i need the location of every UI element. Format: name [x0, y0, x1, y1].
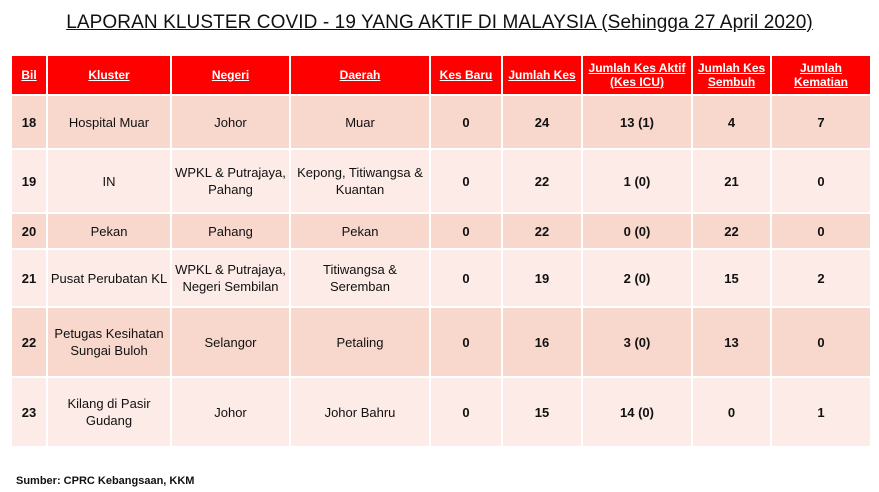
- header-negeri: Negeri: [171, 55, 290, 95]
- cluster-table: [10, 54, 872, 448]
- cell-kluster: Pekan: [47, 213, 171, 249]
- cell-jumlah-kes: 24: [502, 95, 582, 149]
- cell-jumlah-kematian: 0: [771, 213, 871, 249]
- header-bil: Bil: [11, 55, 47, 95]
- cell-bil: 22: [11, 307, 47, 377]
- cell-jumlah-kematian: 0: [771, 149, 871, 213]
- cell-daerah: Titiwangsa & Seremban: [290, 249, 430, 307]
- cell-jumlah-sembuh: 15: [692, 249, 771, 307]
- header-jumlah-kematian: Jumlah Kematian: [771, 55, 871, 95]
- cell-kluster: Hospital Muar: [47, 95, 171, 149]
- cell-jumlah-aktif: 14 (0): [582, 377, 692, 447]
- header-kes-baru: Kes Baru: [430, 55, 502, 95]
- cell-kes-baru: 0: [430, 249, 502, 307]
- cell-jumlah-sembuh: 21: [692, 149, 771, 213]
- cell-negeri: Pahang: [171, 213, 290, 249]
- cell-daerah: Pekan: [290, 213, 430, 249]
- table-row: [11, 377, 871, 447]
- cell-kluster: IN: [47, 149, 171, 213]
- cell-daerah: Muar: [290, 95, 430, 149]
- cell-negeri: Johor: [171, 95, 290, 149]
- cell-jumlah-kematian: 2: [771, 249, 871, 307]
- header-jumlah-aktif: Jumlah Kes Aktif (Kes ICU): [582, 55, 692, 95]
- cell-jumlah-kes: 16: [502, 307, 582, 377]
- cell-jumlah-kematian: 1: [771, 377, 871, 447]
- cell-jumlah-aktif: 1 (0): [582, 149, 692, 213]
- cell-negeri: Selangor: [171, 307, 290, 377]
- report-title: LAPORAN KLUSTER COVID - 19 YANG AKTIF DI MALAYSIA (Sehingga 27 April 2020): [66, 12, 813, 33]
- cell-kes-baru: 0: [430, 377, 502, 447]
- table-header-row: [11, 55, 871, 95]
- cell-jumlah-kes: 22: [502, 213, 582, 249]
- cell-kes-baru: 0: [430, 307, 502, 377]
- cell-bil: 21: [11, 249, 47, 307]
- cell-kluster: Petugas Kesihatan Sungai Buloh: [47, 307, 171, 377]
- cell-jumlah-kematian: 0: [771, 307, 871, 377]
- cell-bil: 19: [11, 149, 47, 213]
- cell-jumlah-aktif: 2 (0): [582, 249, 692, 307]
- header-kluster: Kluster: [47, 55, 171, 95]
- table-row: [11, 95, 871, 149]
- cell-daerah: Petaling: [290, 307, 430, 377]
- table-row: [11, 249, 871, 307]
- cell-daerah: Kepong, Titiwangsa & Kuantan: [290, 149, 430, 213]
- cell-jumlah-sembuh: 4: [692, 95, 771, 149]
- cell-negeri: Johor: [171, 377, 290, 447]
- cell-bil: 23: [11, 377, 47, 447]
- cell-jumlah-sembuh: 0: [692, 377, 771, 447]
- table-row: [11, 213, 871, 249]
- table-row: [11, 149, 871, 213]
- cell-bil: 18: [11, 95, 47, 149]
- cell-jumlah-aktif: 13 (1): [582, 95, 692, 149]
- cell-jumlah-kematian: 7: [771, 95, 871, 149]
- cell-kes-baru: 0: [430, 149, 502, 213]
- header-jumlah-sembuh: Jumlah Kes Sembuh: [692, 55, 771, 95]
- cell-jumlah-kes: 19: [502, 249, 582, 307]
- cell-negeri: WPKL & Putrajaya, Negeri Sembilan: [171, 249, 290, 307]
- cell-kluster: Pusat Perubatan KL: [47, 249, 171, 307]
- cell-bil: 20: [11, 213, 47, 249]
- header-jumlah-kes: Jumlah Kes: [502, 55, 582, 95]
- cell-kluster: Kilang di Pasir Gudang: [47, 377, 171, 447]
- table-row: [11, 307, 871, 377]
- cell-jumlah-sembuh: 22: [692, 213, 771, 249]
- cell-jumlah-aktif: 0 (0): [582, 213, 692, 249]
- cell-daerah: Johor Bahru: [290, 377, 430, 447]
- cell-kes-baru: 0: [430, 95, 502, 149]
- source-note: Sumber: CPRC Kebangsaan, KKM: [16, 475, 195, 487]
- cell-negeri: WPKL & Putrajaya, Pahang: [171, 149, 290, 213]
- cell-jumlah-aktif: 3 (0): [582, 307, 692, 377]
- header-daerah: Daerah: [290, 55, 430, 95]
- cell-jumlah-kes: 15: [502, 377, 582, 447]
- cell-jumlah-sembuh: 13: [692, 307, 771, 377]
- cell-kes-baru: 0: [430, 213, 502, 249]
- cell-jumlah-kes: 22: [502, 149, 582, 213]
